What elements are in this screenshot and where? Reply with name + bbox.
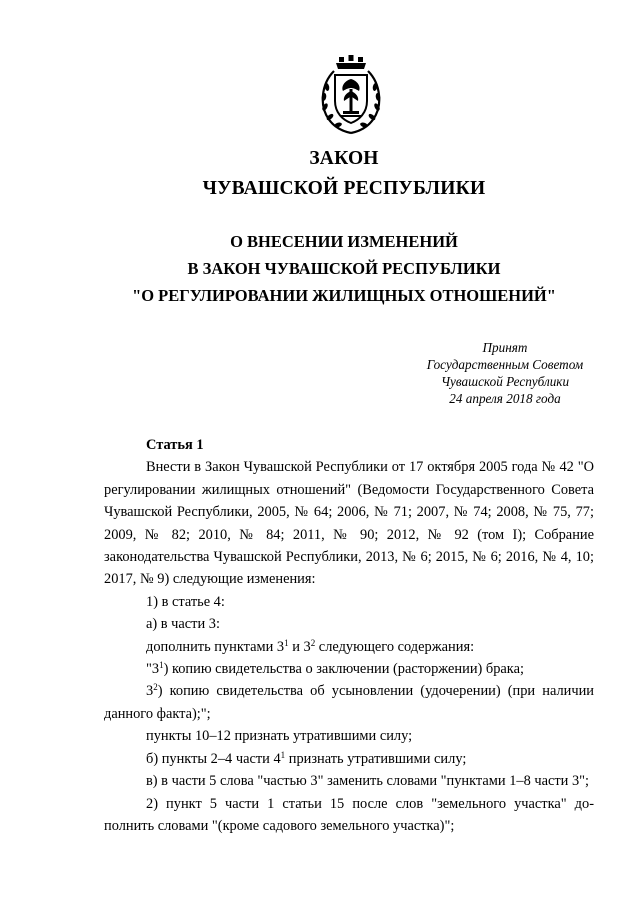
article-heading: Статья 1 bbox=[146, 437, 204, 453]
article-body bbox=[104, 434, 594, 837]
adoption-line3: Чувашской Республики bbox=[440, 374, 570, 389]
adoption-line2: Государственным Советом bbox=[426, 357, 584, 372]
item-1b: б) пункты 2–4 части $4^1$ признать утратившими силу; bbox=[146, 749, 467, 767]
adoption-note bbox=[380, 339, 630, 407]
chuvash-republic-emblem-icon bbox=[316, 55, 386, 137]
item-1a-paragraph1: дополнить пунктами $3^1$ и $3^2$ следующего содержания: bbox=[146, 637, 475, 655]
quote-item-3-1: "$3^1$) копию свидетельства о заключении (расторжении) брака; bbox=[146, 660, 524, 678]
item-1c: в) в части 5 слова "частью 3" заменить словами "пунктами 1–8 части 3"; bbox=[146, 773, 590, 790]
item-2: 2) пункт 5 части 1 статьи 15 после слов "земельного участка" до-полнить словами "(кроме садового земельного участка)"; bbox=[104, 795, 594, 834]
document-title-line1: ЗАКОН bbox=[309, 148, 379, 169]
item-1a-paragraph2: пункты 10–12 признать утратившими силу; bbox=[146, 728, 413, 745]
adoption-date: 24 апреля 2018 года bbox=[449, 391, 561, 406]
document-subtitle-line2: В ЗАКОН ЧУВАШСКОЙ РЕСПУБЛИКИ bbox=[187, 259, 501, 278]
document-title-line2: ЧУВАШСКОЙ РЕСПУБЛИКИ bbox=[202, 178, 486, 199]
document-subtitle-line3: "О РЕГУЛИРОВАНИИ ЖИЛИЩНЫХ ОТНОШЕНИЙ" bbox=[132, 286, 556, 305]
item-1a: а) в части 3: bbox=[146, 616, 220, 633]
adoption-line1: Принят bbox=[482, 340, 528, 355]
quote-item-3-2: $3^2$) копию свидетельства об усыновлении (удочерении) (при наличии данного факта);"; bbox=[104, 682, 594, 722]
document-subtitle-line1: О ВНЕСЕНИИ ИЗМЕНЕНИЙ bbox=[230, 232, 458, 251]
article-intro: Внести в Закон Чувашской Республики от 17 октября 2005 года № 42 "О регулировании жилищных отношений" (Ведомости Государственного Совета Чувашской Республики, 2005, № 64; 2006, № 71; 2007, № 74; 2008, № 75, 77; 2009, № 82; 2010, № 84; 2011, № 90; 2012, № 92 (том I); Собрание законодательства Чувашской Республики, 2013, № 6; 2015, № 6; 2016, № 4, 10; 2017, № 9) следующие изменения: bbox=[104, 459, 594, 588]
item-1: 1) в статье 4: bbox=[146, 593, 225, 610]
